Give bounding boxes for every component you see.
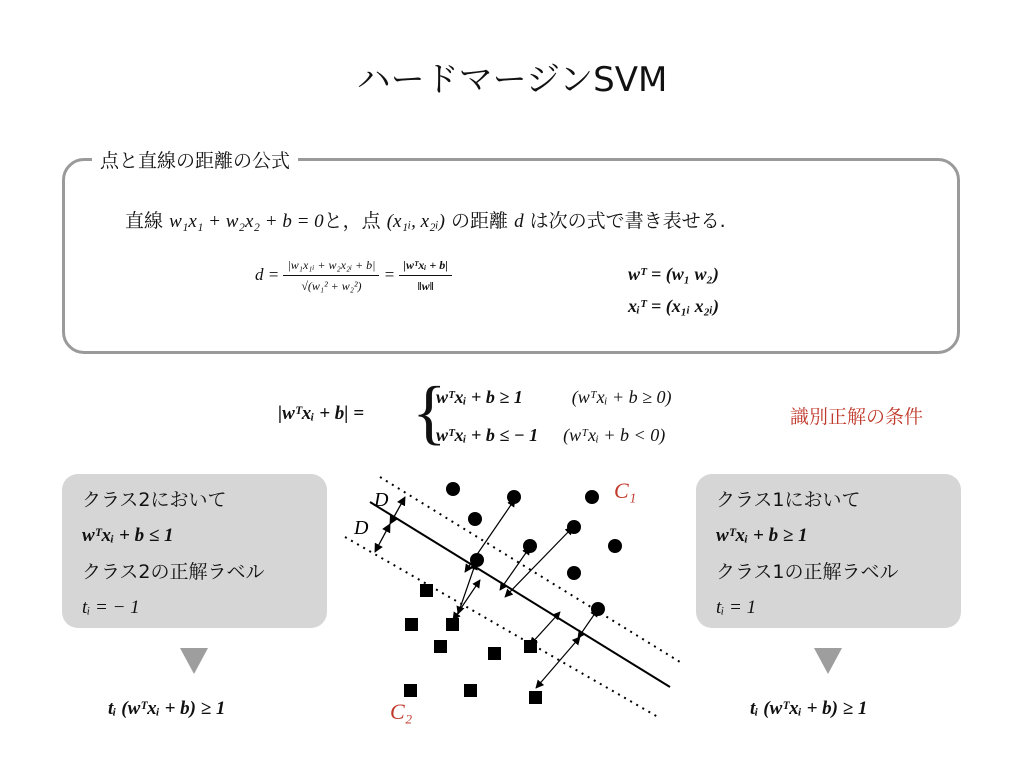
cases-brace: { xyxy=(412,372,447,452)
class2-point xyxy=(420,584,433,597)
class2-callout-text xyxy=(82,482,265,626)
w-transpose-def: wᵀ = (w₁ w₂) xyxy=(628,264,719,284)
sentence-mid: と，点 xyxy=(323,210,381,232)
class1-callout-text xyxy=(716,482,899,626)
class1-point xyxy=(446,482,460,496)
distance-arrow xyxy=(500,547,530,590)
x-transpose-def: xᵢᵀ = (x₁ᵢ x₂ᵢ) xyxy=(628,296,719,316)
sentence-suffix-1: の距離 xyxy=(451,210,509,232)
class2-point xyxy=(529,691,542,704)
class2-inequality: wᵀxᵢ + b ≤ 1 xyxy=(82,525,174,546)
class1-heading: クラス1において xyxy=(716,489,861,511)
case-1-expression: wᵀxᵢ + b ≥ 1 xyxy=(436,387,523,407)
class1-point xyxy=(468,512,482,526)
case-2-expression: wᵀxᵢ + b ≤ − 1 xyxy=(436,425,539,445)
decision-boundary-line xyxy=(370,502,670,687)
distance-arrow xyxy=(536,637,580,688)
case-1-condition: (wᵀxᵢ + b ≥ 0) xyxy=(571,387,672,407)
fraction-1-numerator: |w₁x₁ᵢ + w₂x₂ᵢ + b| xyxy=(283,258,379,276)
class1-point xyxy=(585,490,599,504)
page-title: ハードマージンSVM xyxy=(356,60,668,100)
distance-arrow xyxy=(505,527,573,597)
abs-equation-cases xyxy=(436,378,672,454)
class1-point xyxy=(608,539,622,553)
class2-point xyxy=(405,618,418,631)
lower-margin-line xyxy=(345,537,658,717)
distance-variable: d xyxy=(514,211,524,232)
margin-label-d2: D xyxy=(354,517,369,539)
sentence-prefix: 直線 xyxy=(125,210,164,232)
class2-point xyxy=(524,640,537,653)
fraction-2-denominator: ‖w‖ xyxy=(417,279,434,293)
class1-label: C₁ xyxy=(614,478,637,503)
down-arrow-icon xyxy=(814,648,842,674)
case-2 xyxy=(436,416,672,454)
distance-fraction-2 xyxy=(399,258,452,294)
line-equation: w₁x₁ + w₂x₂ + b = 0 xyxy=(169,211,324,232)
svm-margin-plot xyxy=(340,462,690,732)
upper-margin-line xyxy=(380,477,680,662)
class1-point xyxy=(567,520,581,534)
class2-point xyxy=(434,640,447,653)
sentence-suffix-2: は次の式で書き表せる. xyxy=(529,210,726,232)
class1-point xyxy=(507,490,521,504)
transpose-definitions xyxy=(628,258,719,322)
down-arrow-icon xyxy=(180,648,208,674)
fraction-2-numerator: |wᵀxᵢ + b| xyxy=(399,258,452,276)
margin-arrow-lower xyxy=(375,524,390,552)
result-inequality-left: tᵢ (wᵀxᵢ + b) ≥ 1 xyxy=(108,698,226,719)
class2-label: C₂ xyxy=(390,699,413,724)
fraction-1-denominator: √(w₁² + w₂²) xyxy=(301,279,362,293)
class2-point xyxy=(446,618,459,631)
abs-equation-lhs: |wᵀxᵢ + b| = xyxy=(278,403,365,424)
formula-box-heading: 点と直線の距離の公式 xyxy=(92,146,298,173)
formula-box xyxy=(62,158,960,354)
result-inequality-right: tᵢ (wᵀxᵢ + b) ≥ 1 xyxy=(750,698,868,719)
class2-heading: クラス2において xyxy=(82,489,227,511)
class2-point xyxy=(404,684,417,697)
distance-equals: = xyxy=(383,264,396,284)
class1-point xyxy=(523,539,537,553)
distance-fraction-1 xyxy=(283,258,379,294)
class1-label-value: tᵢ = 1 xyxy=(716,597,757,618)
class2-label-text: クラス2の正解ラベル xyxy=(82,561,265,583)
case-1 xyxy=(436,378,672,416)
case-2-condition: (wᵀxᵢ + b < 0) xyxy=(563,425,666,445)
point-coordinates: (x₁ᵢ, x₂ᵢ) xyxy=(386,211,445,232)
distance-arrow xyxy=(453,580,480,620)
class1-point xyxy=(567,566,581,580)
class1-label-text: クラス1の正解ラベル xyxy=(716,561,899,583)
margin-label-d1: D xyxy=(374,489,389,511)
class1-point xyxy=(470,553,484,567)
distance-lhs: d = xyxy=(255,264,280,284)
class2-label-value: tᵢ = − 1 xyxy=(82,597,140,618)
class2-point xyxy=(464,684,477,697)
class2-point xyxy=(488,647,501,660)
class1-inequality: wᵀxᵢ + b ≥ 1 xyxy=(716,525,808,546)
line-distance-sentence xyxy=(125,206,726,233)
classification-condition-label: 識別正解の条件 xyxy=(790,406,924,428)
class1-point xyxy=(591,602,605,616)
distance-formula xyxy=(255,258,452,294)
